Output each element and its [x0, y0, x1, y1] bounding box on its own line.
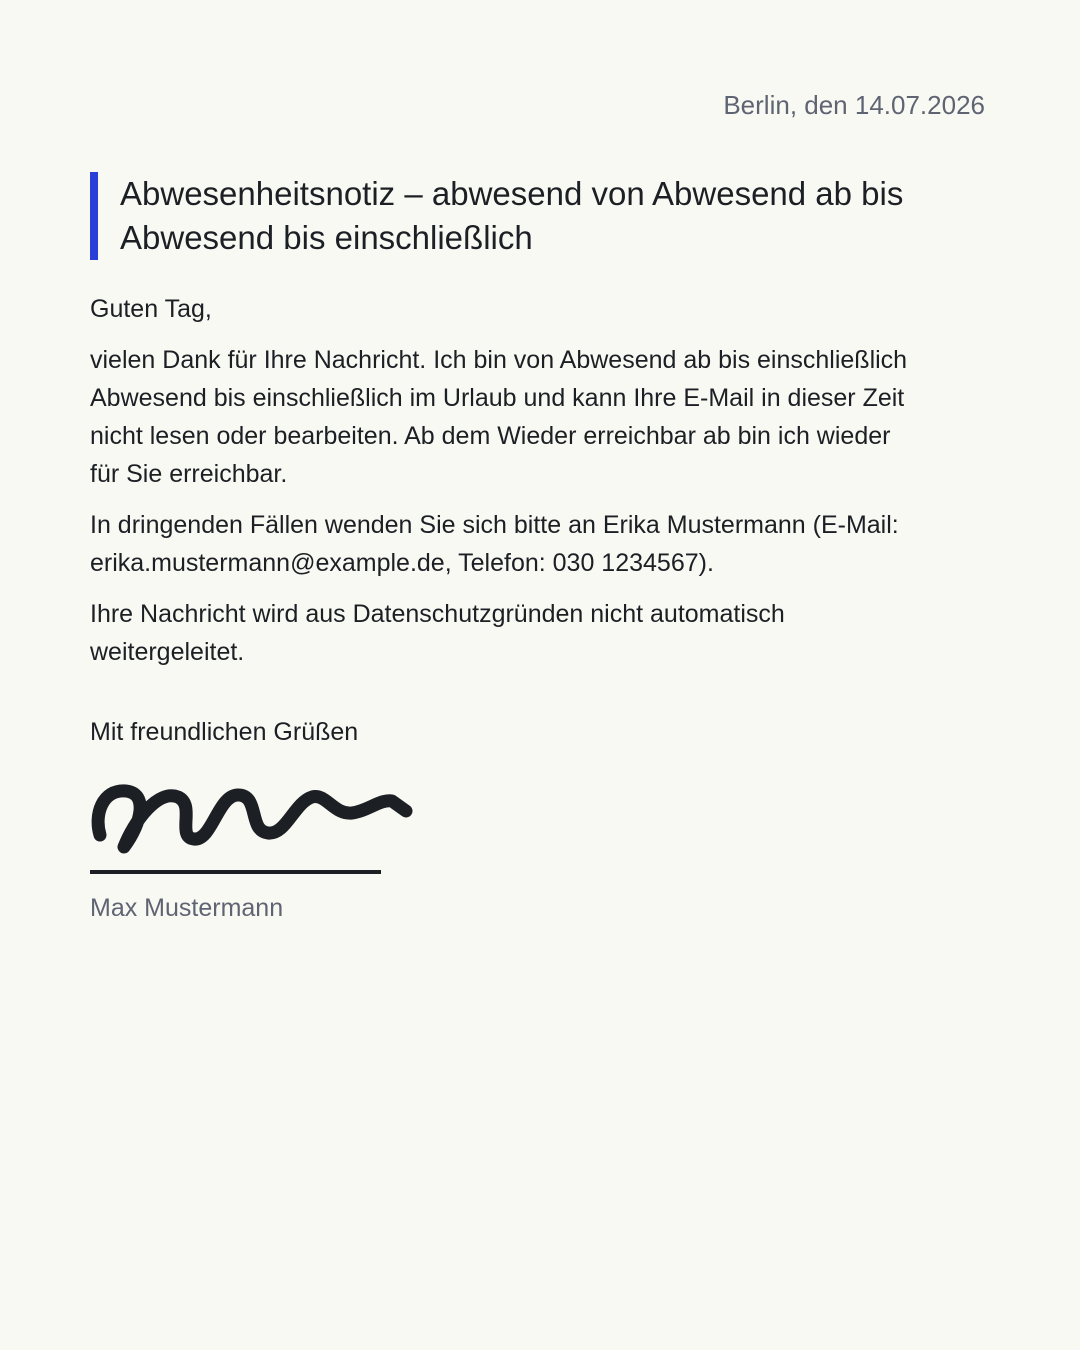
body-paragraph: Ihre Nachricht wird aus Datenschutzgründen nicht automatisch weitergeleitet. — [90, 600, 785, 666]
greeting: Guten Tag, — [90, 295, 212, 323]
letter-title: Abwesenheitsnotiz – abwesend von Abwesend ab bis Abwesend bis einschließlich — [120, 175, 904, 256]
body-paragraph: In dringenden Fällen wenden Sie sich bitte an Erika Mustermann (E-Mail: erika.mustermann@example.de, Telefon: 030 1234567). — [90, 511, 899, 577]
signer-name: Max Mustermann — [90, 894, 284, 922]
closing: Mit freundlichen Grüßen — [90, 718, 359, 746]
letter-date: Berlin, den 14.07.2026 — [723, 90, 985, 120]
body-paragraph: vielen Dank für Ihre Nachricht. Ich bin von Abwesend ab bis einschließlich Abwesend bis einschließlich im Urlaub und kann Ihre E-Mail in dieser Zeit nicht lesen oder bearbeiten. Ab dem Wieder erreichbar ab bin ich wieder für Sie erreichbar. — [90, 346, 908, 488]
letter-body — [90, 290, 910, 684]
title-block — [90, 172, 980, 260]
signature-line — [90, 870, 381, 874]
signature-image — [88, 775, 418, 865]
